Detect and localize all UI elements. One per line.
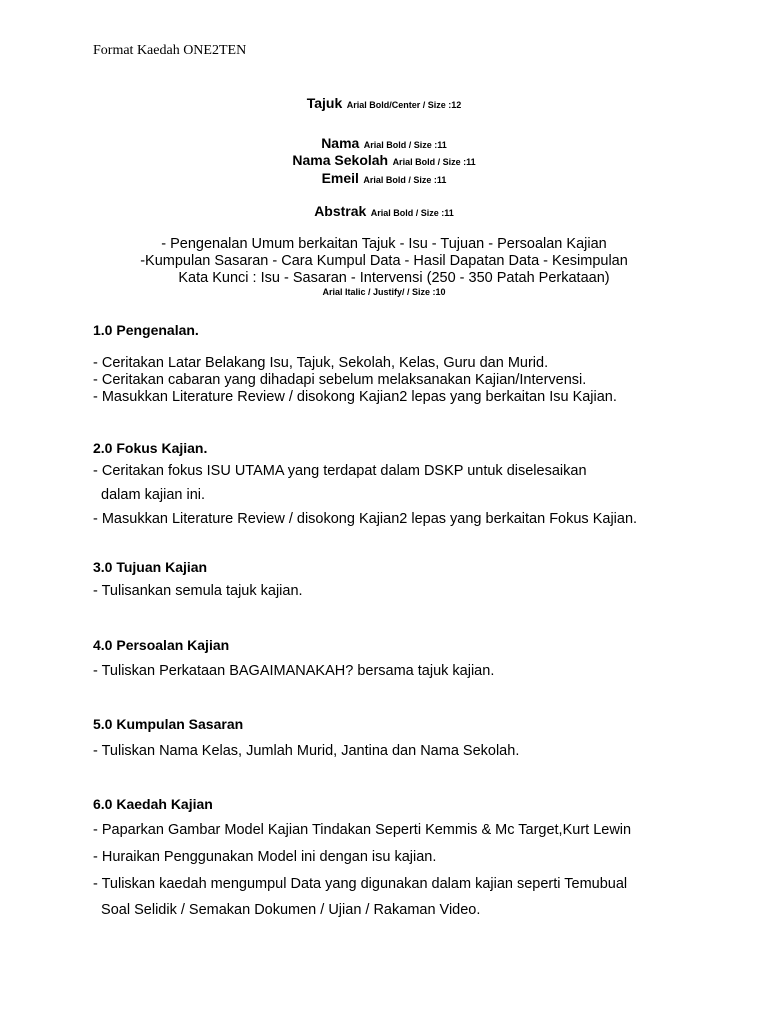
section-heading: 4.0 Persoalan Kajian: [93, 637, 230, 653]
section-line: dalam kajian ini.: [93, 487, 206, 503]
tajuk-label: Tajuk: [306, 95, 343, 111]
emeil-label: Emeil: [321, 170, 359, 186]
abstrak-heading: Abstrak: [314, 203, 367, 219]
section-line: - Paparkan Gambar Model Kajian Tindakan Seperti Kemmis & Mc Target,Kurt Lewin: [93, 822, 632, 838]
section-line: - Masukkan Literature Review / disokong Kajian2 lepas yang berkaitan Fokus Kajian.: [93, 511, 638, 527]
abstract-format-note: Arial Italic / Justify/ / Size :10: [322, 287, 446, 297]
sekolah-label: Nama Sekolah: [292, 152, 389, 168]
sekolah-line: [0, 152, 768, 170]
tajuk-line: [0, 95, 768, 113]
section-line: - Tulisankan semula tajuk kajian.: [93, 583, 303, 599]
section-line: - Tuliskan Nama Kelas, Jumlah Murid, Jantina dan Nama Sekolah.: [93, 743, 520, 759]
section-heading: 5.0 Kumpulan Sasaran: [93, 716, 244, 732]
section-heading: 3.0 Tujuan Kajian: [93, 559, 208, 575]
emeil-line: [0, 170, 768, 188]
section-line: - Huraikan Penggunakan Model ini dengan isu kajian.: [93, 849, 437, 865]
abstrak-heading-line: [0, 203, 768, 221]
section-line: - Masukkan Literature Review / disokong Kajian2 lepas yang berkaitan Isu Kajian.: [93, 389, 617, 405]
document-header: Format Kaedah ONE2TEN: [93, 43, 247, 58]
section-line: - Ceritakan Latar Belakang Isu, Tajuk, Sekolah, Kelas, Guru dan Murid.: [93, 355, 549, 371]
section-heading: 2.0 Fokus Kajian.: [93, 440, 208, 456]
emeil-format-note: Arial Bold / Size :11: [363, 175, 447, 185]
section-heading: 1.0 Pengenalan.: [93, 322, 199, 338]
abstract-line: Kata Kunci : Isu - Sasaran - Intervensi (250 - 350 Patah Perkataan): [178, 270, 610, 286]
abstrak-format-note: Arial Bold / Size :11: [370, 208, 454, 218]
section-line: - Tuliskan kaedah mengumpul Data yang digunakan dalam kajian seperti Temubual: [93, 876, 628, 892]
section-line: - Tuliskan Perkataan BAGAIMANAKAH? bersama tajuk kajian.: [93, 663, 495, 679]
nama-format-note: Arial Bold / Size :11: [363, 140, 447, 150]
sekolah-format-note: Arial Bold / Size :11: [392, 157, 476, 167]
section-heading: 6.0 Kaedah Kajian: [93, 796, 213, 812]
section-line: Soal Selidik / Semakan Dokumen / Ujian / Rakaman Video.: [93, 902, 481, 918]
abstract-line: -Kumpulan Sasaran - Cara Kumpul Data - Hasil Dapatan Data - Kesimpulan: [140, 253, 628, 269]
tajuk-format-note: Arial Bold/Center / Size :12: [346, 100, 462, 110]
abstract-line: - Pengenalan Umum berkaitan Tajuk - Isu - Tujuan - Persoalan Kajian: [161, 236, 607, 252]
section-line: - Ceritakan cabaran yang dihadapi sebelum melaksanakan Kajian/Intervensi.: [93, 372, 587, 388]
section-line: - Ceritakan fokus ISU UTAMA yang terdapat dalam DSKP untuk diselesaikan: [93, 463, 587, 479]
nama-label: Nama: [321, 135, 360, 151]
nama-line: [0, 135, 768, 153]
